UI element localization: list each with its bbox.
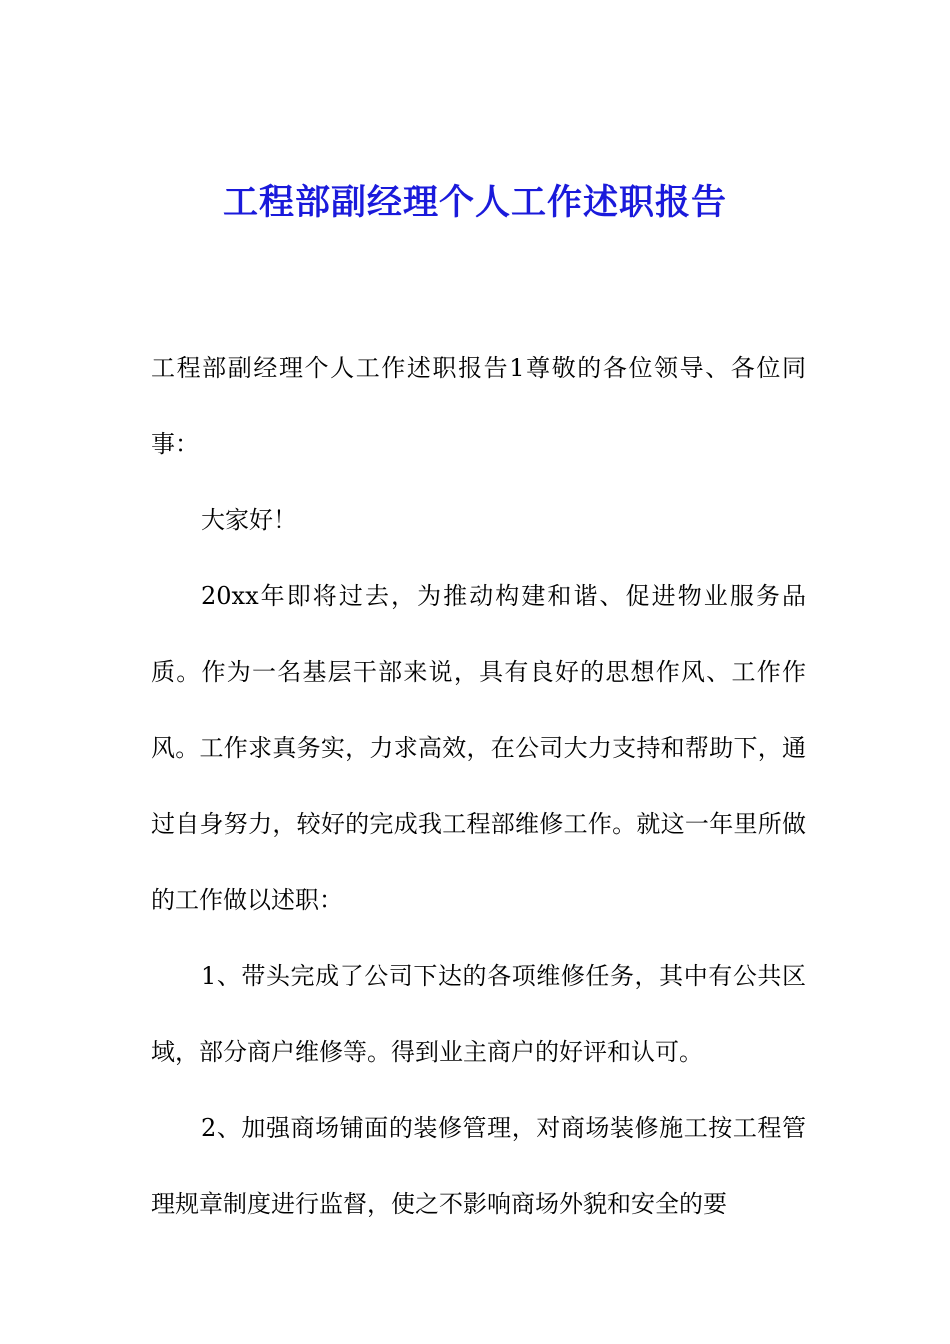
paragraph-greeting: 大家好！ [201, 506, 297, 534]
paragraph-item-1: 1、带头完成了公司下达的各项维修任务，其中有公共区域，部分商户维修等。得到业主商户的好评和认可。 [151, 962, 806, 1066]
document-title: 工程部副经理个人工作述职报告 [222, 182, 727, 223]
paragraph-salutation: 工程部副经理个人工作述职报告1尊敬的各位领导、各位同事： [151, 354, 806, 458]
document-body [151, 330, 806, 1242]
paragraph-item-2: 2、加强商场铺面的装修管理，对商场装修施工按工程管理规章制度进行监督，使之不影响商场外貌和安全的要 [151, 1114, 806, 1218]
paragraph-intro: 20xx年即将过去，为推动构建和谐、促进物业服务品质。作为一名基层干部来说，具有良好的思想作风、工作作风。工作求真务实，力求高效，在公司大力支持和帮助下，通过自身努力，较好的完成我工程部维修工作。就这一年里所做的工作做以述职： [151, 582, 806, 914]
